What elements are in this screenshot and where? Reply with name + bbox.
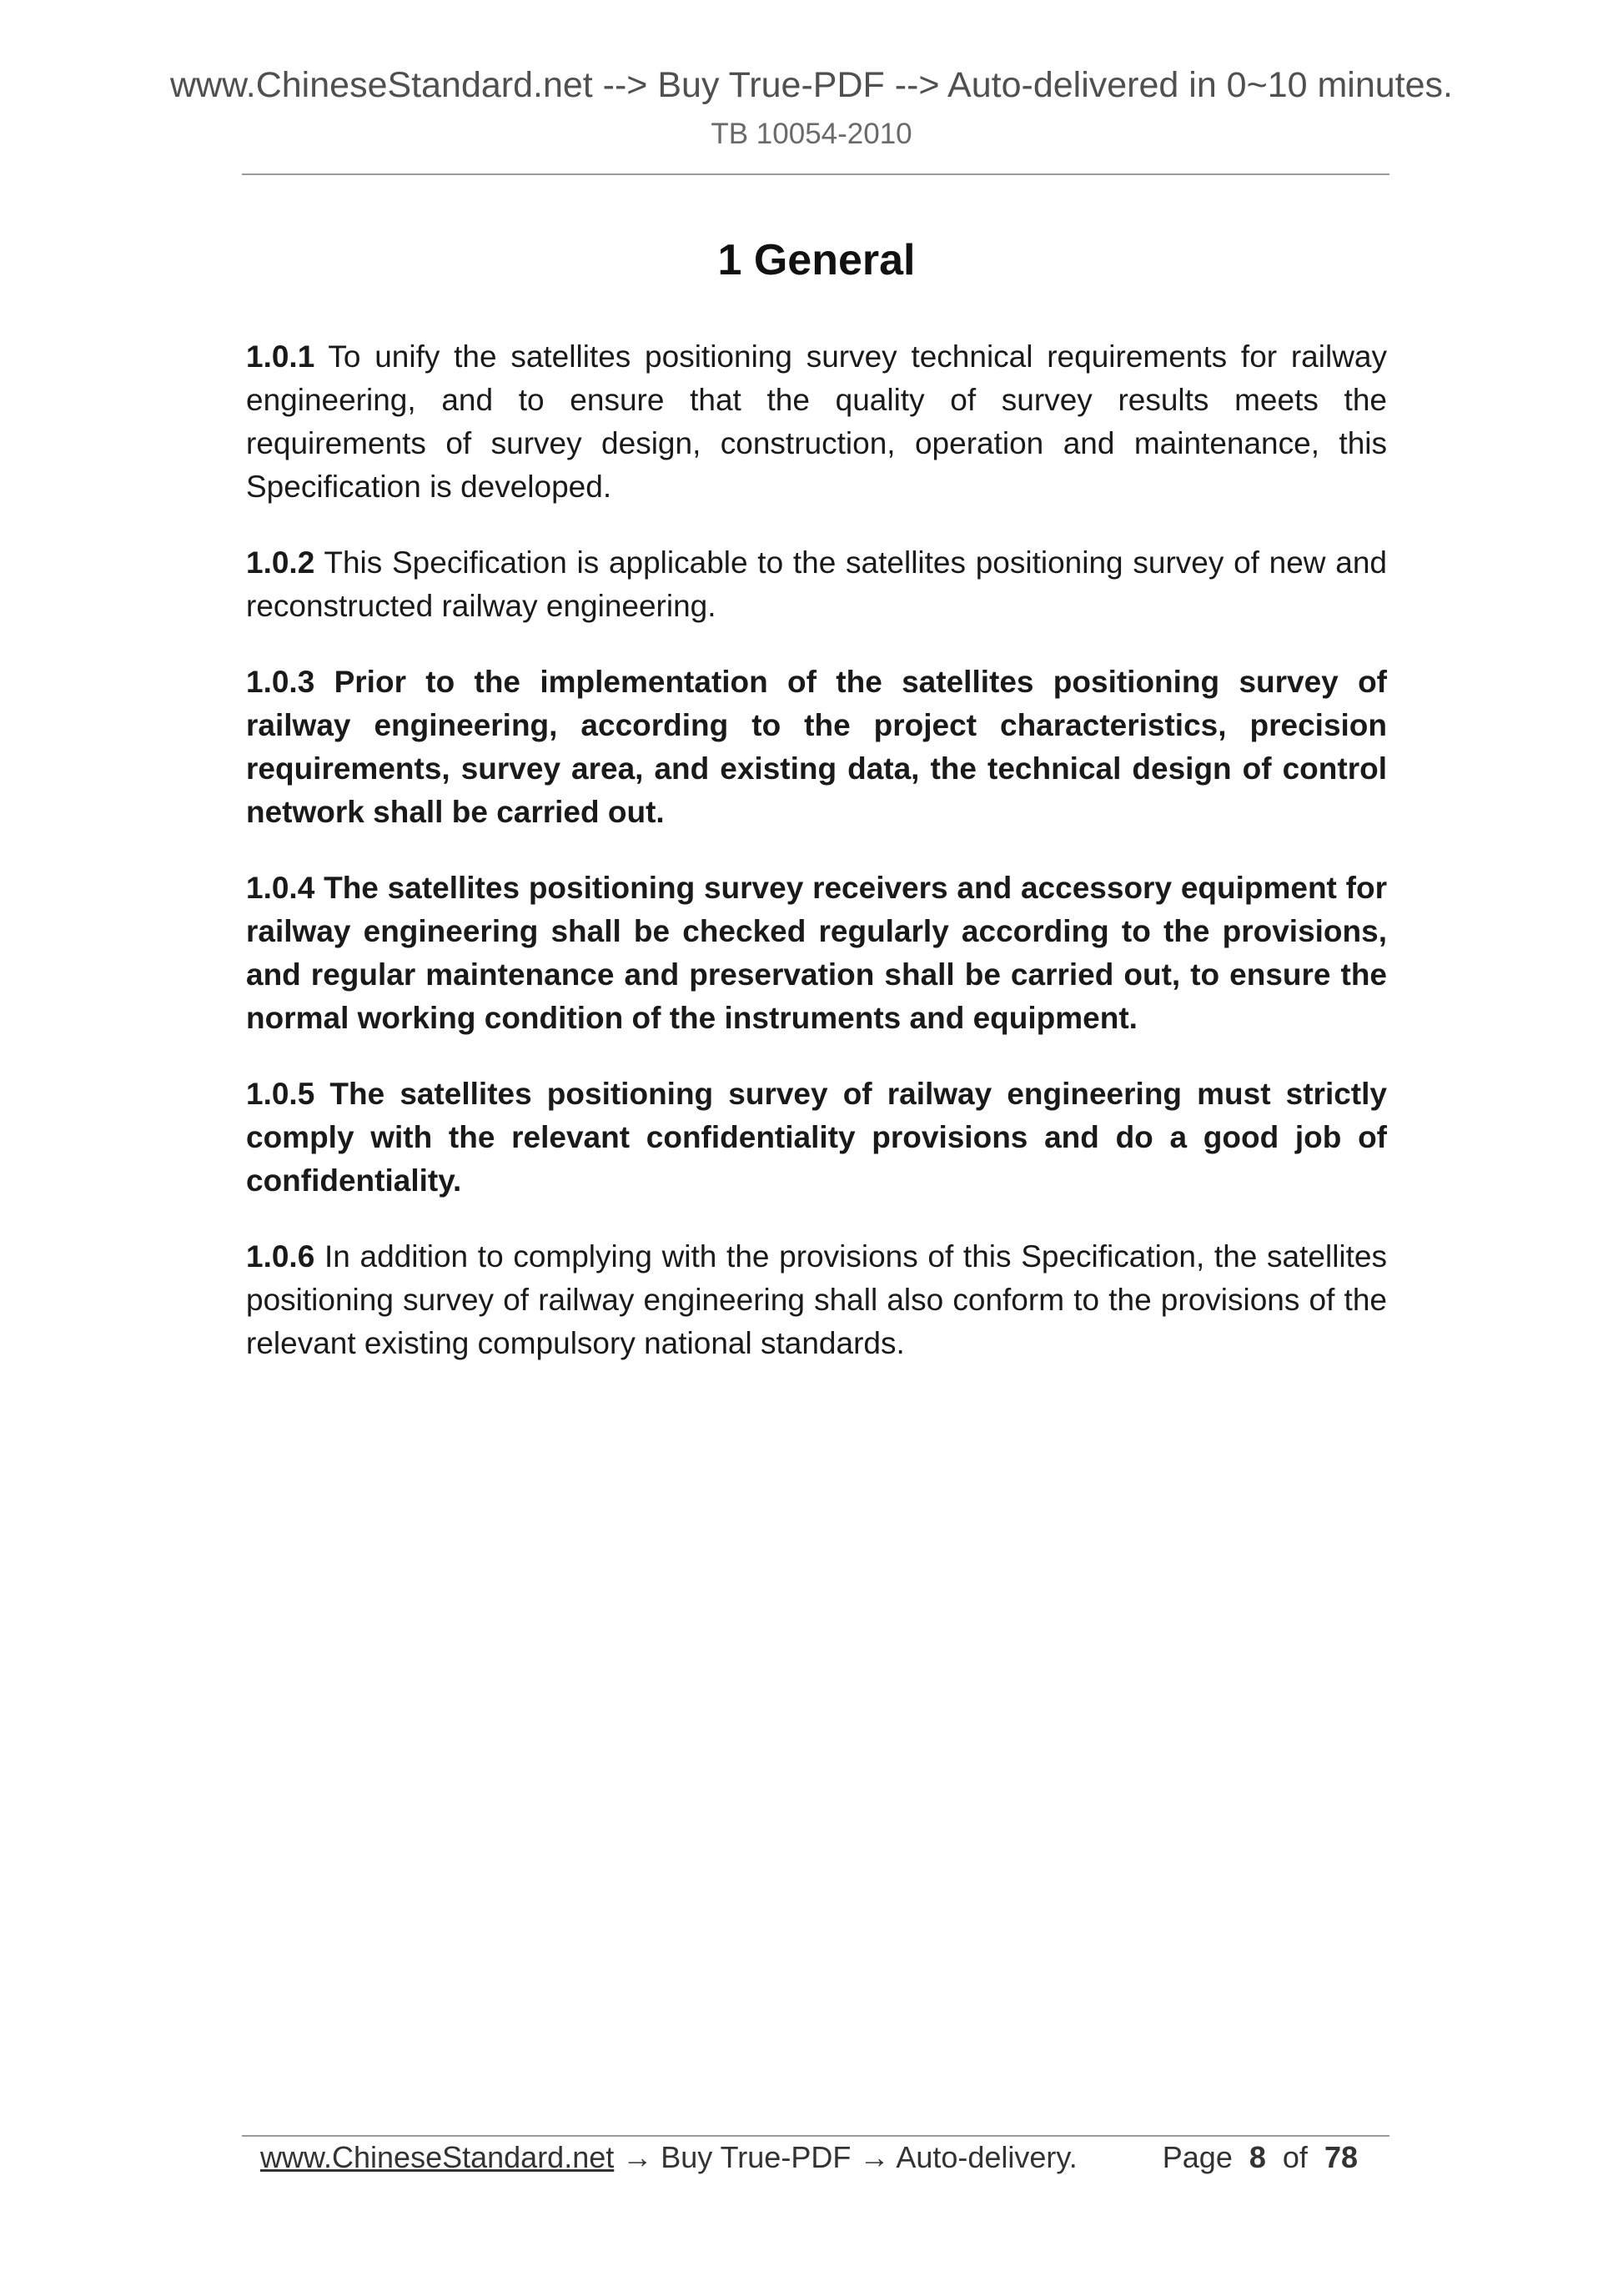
clause-number: 1.0.5 bbox=[246, 1077, 315, 1111]
clause-text: This Specification is applicable to the satellites positioning survey of new and reconstructed railway engineering. bbox=[246, 545, 1387, 623]
page-indicator bbox=[1163, 2137, 1358, 2178]
clause-text: Prior to the implementation of the satellites positioning survey of railway engineering, according to the project characteristics, precision requirements, survey area, and existing data, the technical design of control network shall be carried out. bbox=[246, 665, 1387, 829]
total-pages-number: 78 bbox=[1324, 2140, 1358, 2174]
current-page-number: 8 bbox=[1249, 2140, 1266, 2174]
clause-number: 1.0.3 bbox=[246, 665, 315, 699]
top-banner: www.ChineseStandard.net --> Buy True-PDF --> Auto-delivered in 0~10 minutes. bbox=[169, 65, 1453, 105]
page-body bbox=[246, 234, 1387, 1398]
clause-number: 1.0.4 bbox=[246, 871, 315, 905]
page-label: Page bbox=[1162, 2140, 1233, 2174]
clause-1-0-1 bbox=[246, 335, 1387, 509]
clause-text: The satellites positioning survey of railway engineering must strictly comply with the relevant confidentiality provisions and do a good job of confidentiality. bbox=[246, 1077, 1387, 1198]
chapter-title: 1 General bbox=[717, 236, 916, 284]
page-footer bbox=[260, 2137, 1381, 2178]
footer-promo-text: → Buy True-PDF → Auto-delivery. bbox=[614, 2140, 1078, 2174]
clause-text: In addition to complying with the provisions of this Specification, the satellites positioning survey of railway engineering shall also conform to the provisions of the relevant existing compulsory national standards. bbox=[246, 1239, 1387, 1360]
clause-text: The satellites positioning survey receivers and accessory equipment for railway engineering shall be checked regularly according to the provisions, and regular maintenance and preservation shall be carried out, to ensure the normal working condition of the instruments and equipment. bbox=[246, 871, 1387, 1035]
document-code: TB 10054-2010 bbox=[711, 118, 912, 150]
clause-number: 1.0.6 bbox=[246, 1239, 315, 1274]
header-divider bbox=[242, 173, 1389, 175]
clause-number: 1.0.2 bbox=[246, 545, 315, 580]
clause-1-0-3 bbox=[246, 661, 1387, 834]
footer-site-link[interactable]: www.ChineseStandard.net bbox=[260, 2140, 615, 2174]
clause-1-0-6 bbox=[246, 1235, 1387, 1365]
clause-text: To unify the satellites positioning survey technical requirements for railway engineering, and to ensure that the quality of survey results meets the requirements of survey design, construction, operation and maintenance, this Specification is developed. bbox=[246, 339, 1387, 504]
footer-promo bbox=[260, 2137, 1078, 2178]
clause-1-0-2 bbox=[246, 541, 1387, 628]
clause-1-0-4 bbox=[246, 867, 1387, 1040]
page-of-label: of bbox=[1282, 2140, 1308, 2174]
clause-1-0-5 bbox=[246, 1073, 1387, 1203]
clause-number: 1.0.1 bbox=[246, 339, 315, 374]
